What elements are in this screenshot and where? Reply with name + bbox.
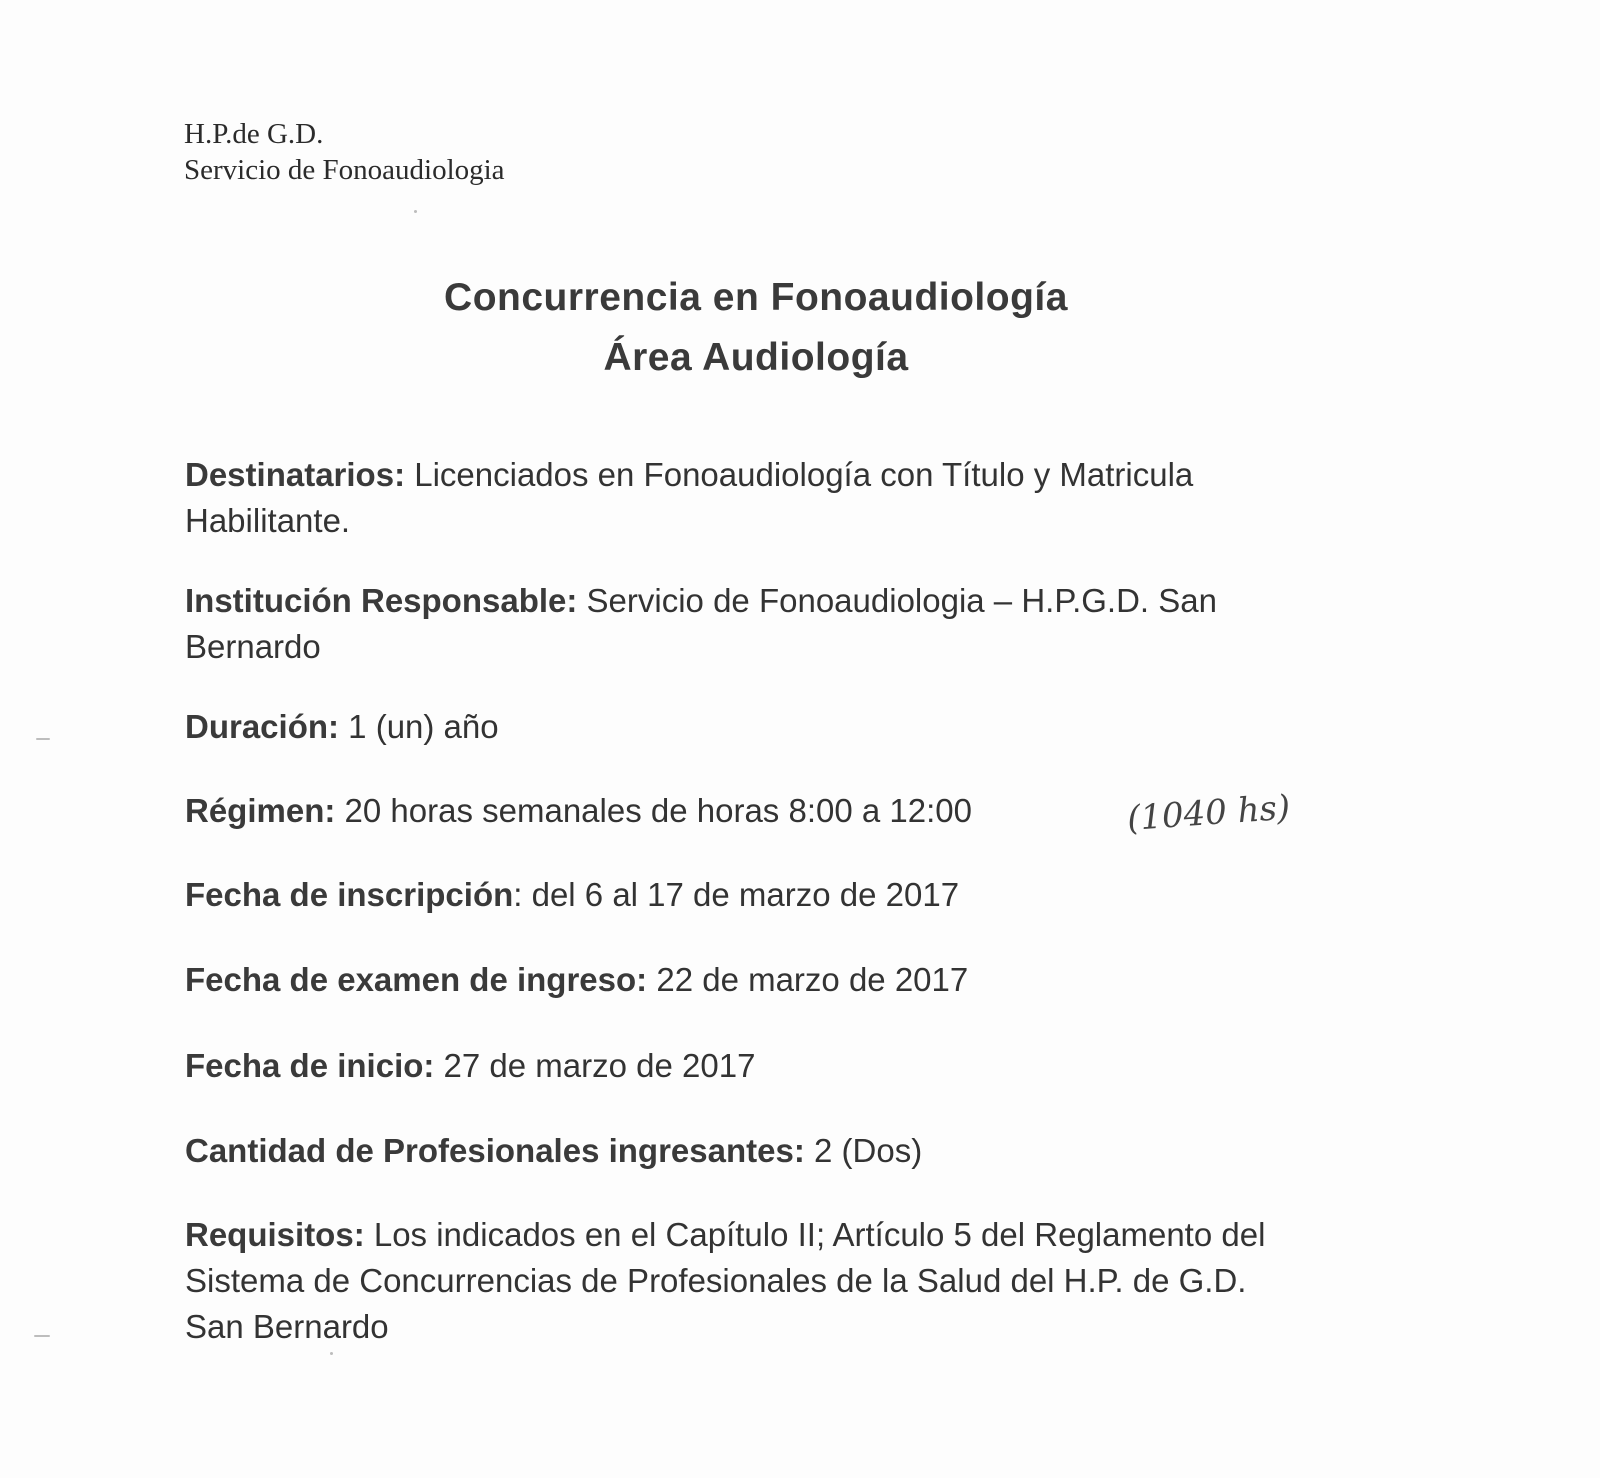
field-destinatarios — [185, 452, 1315, 544]
field-value: 22 de marzo de 2017 — [647, 961, 969, 998]
field-label: Requisitos: — [185, 1216, 365, 1253]
field-cantidad-profesionales — [185, 1128, 1315, 1174]
title-line-1: Concurrencia en Fonoaudiología — [444, 276, 1068, 319]
department-name: Servicio de Fonoaudiologia — [184, 154, 505, 186]
field-label: Cantidad de Profesionales ingresantes: — [185, 1132, 805, 1169]
field-fecha-inscripcion — [185, 872, 1315, 918]
field-label: Fecha de inscripción — [185, 876, 514, 913]
scan-speck — [34, 1335, 50, 1337]
field-value: Licenciados en Fonoaudiología con Título y Matricula Habilitante. — [185, 456, 1194, 539]
field-label: Fecha de examen de ingreso: — [185, 961, 648, 998]
title-line-2: Área Audiología — [603, 336, 909, 379]
letterhead — [184, 116, 505, 188]
field-requisitos — [185, 1212, 1285, 1350]
field-value: 2 (Dos) — [804, 1132, 923, 1169]
scan-speck — [330, 1352, 333, 1355]
handwritten-note-strokes — [1124, 788, 1364, 868]
scan-speck — [414, 210, 417, 213]
field-value: 1 (un) año — [339, 708, 499, 745]
field-institucion — [185, 578, 1315, 670]
field-value: Servicio de Fonoaudiologia – H.P.G.D. San Bernardo — [185, 582, 1217, 665]
handwritten-note-text: (1040 hs) — [1125, 788, 1292, 839]
scan-speck — [36, 738, 50, 740]
field-label: Destinatarios: — [185, 456, 406, 493]
field-value: 20 horas semanales de horas 8:00 a 12:00 — [335, 792, 972, 829]
field-duracion — [185, 704, 1315, 750]
field-value: 27 de marzo de 2017 — [434, 1047, 756, 1084]
field-label: Fecha de inicio: — [185, 1047, 435, 1084]
field-label: Régimen: — [185, 792, 336, 829]
document-title — [0, 268, 1512, 388]
handwritten-note — [1124, 788, 1364, 868]
institution-abbrev: H.P.de G.D. — [184, 118, 324, 150]
field-label: Duración: — [185, 708, 340, 745]
field-fecha-inicio — [185, 1043, 1315, 1089]
field-value: Los indicados en el Capítulo II; Artículo 5 del Reglamento del Sistema de Concurrencias de Profesionales de la Salud del H.P. de G.D. San Bernardo — [185, 1216, 1266, 1345]
field-value: : del 6 al 17 de marzo de 2017 — [513, 876, 960, 913]
field-fecha-examen — [185, 957, 1315, 1003]
field-label: Institución Responsable: — [185, 582, 578, 619]
